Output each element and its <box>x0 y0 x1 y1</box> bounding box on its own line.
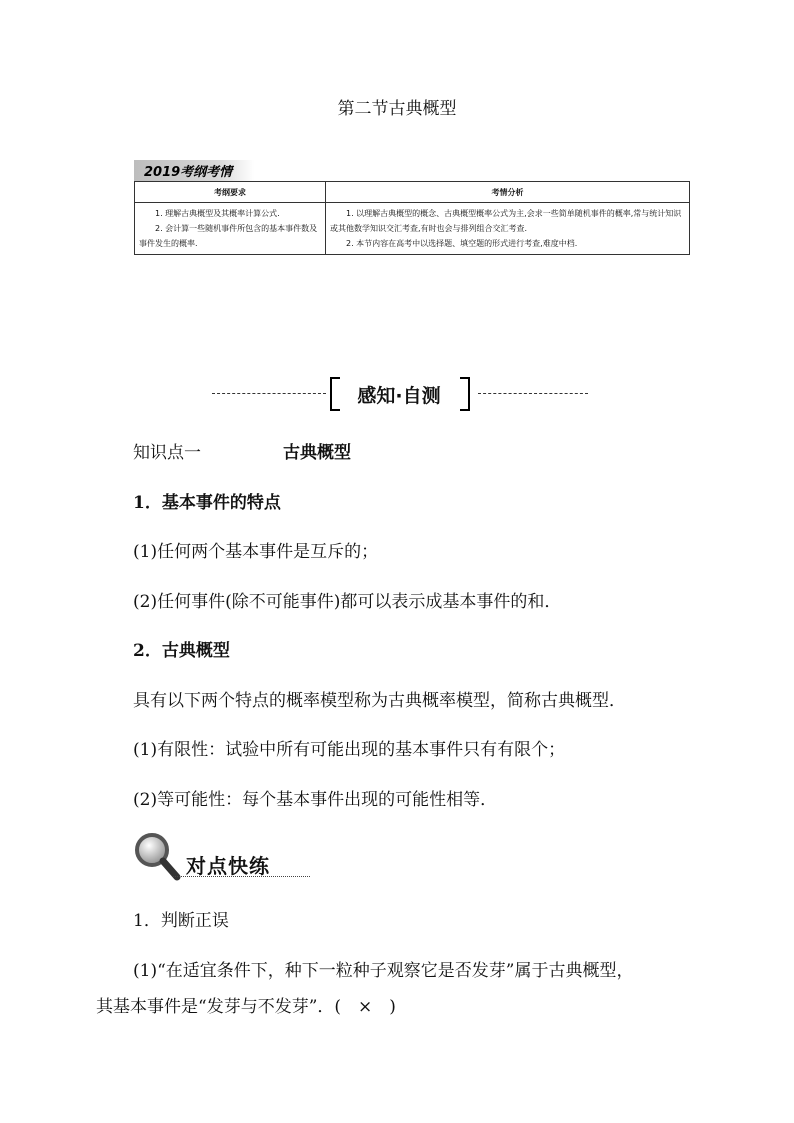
paragraph: (2)任何事件(除不可能事件)都可以表示成基本事件的和． <box>133 592 562 612</box>
table-header-analysis: 考情分析 <box>326 182 690 203</box>
analysis-item: 1. 以理解古典概型的概念、古典概型概率公式为主,会求一些简单随机事件的概率,常与统计知识或其他数学知识交汇考查,有时也会与排列组合交汇考查. <box>330 209 682 233</box>
table-header-requirements: 考纲要求 <box>135 182 326 203</box>
heading-classical-probability: 2．古典概型 <box>133 641 230 661</box>
table-row <box>135 203 690 255</box>
page-title: 第二节古典概型 <box>337 99 457 119</box>
exam-outline-banner: 2019考纲考情 <box>134 160 254 181</box>
question-line: 其基本事件是“发芽与不发芽”．( × ) <box>96 997 396 1017</box>
table-header-row <box>135 182 690 203</box>
divider-dash-right <box>478 393 588 394</box>
question-heading: 1．判断正误 <box>133 911 229 931</box>
paragraph: (1)有限性：试验中所有可能出现的基本事件只有有限个； <box>133 740 566 760</box>
paragraph: (2)等可能性：每个基本事件出现的可能性相等． <box>133 790 498 810</box>
heading-basic-event-features: 1．基本事件的特点 <box>133 493 281 513</box>
requirement-item: 1. 理解古典概型及其概率计算公式. <box>155 209 280 218</box>
practice-banner-label: 对点快练 <box>186 854 270 878</box>
question-line: (1)“在适宜条件下，种下一粒种子观察它是否发芽”属于古典概型， <box>133 961 634 981</box>
paragraph: (1)任何两个基本事件是互斥的； <box>133 542 379 562</box>
analysis-item: 2. 本节内容在高考中以选择题、填空题的形式进行考查,难度中档. <box>346 239 578 248</box>
exam-outline-section <box>134 160 690 255</box>
analysis-cell <box>326 203 690 255</box>
magnifier-icon <box>132 830 182 882</box>
paragraph: 具有以下两个特点的概率模型称为古典概率模型，简称古典概型． <box>133 691 626 711</box>
section-divider-label: 感知·自测 <box>357 385 441 407</box>
requirement-item: 2. 会计算一些随机事件所包含的基本事件数及事件发生的概率. <box>139 224 318 248</box>
divider-bracket-right <box>460 377 470 411</box>
knowledge-point-label: 知识点一 <box>133 443 201 463</box>
divider-dash-left <box>212 393 326 394</box>
requirements-cell <box>135 203 326 255</box>
practice-banner <box>132 830 312 882</box>
exam-outline-table <box>134 181 690 255</box>
practice-banner-underline <box>172 876 310 877</box>
knowledge-point-name: 古典概型 <box>283 443 351 463</box>
section-divider <box>212 375 588 409</box>
